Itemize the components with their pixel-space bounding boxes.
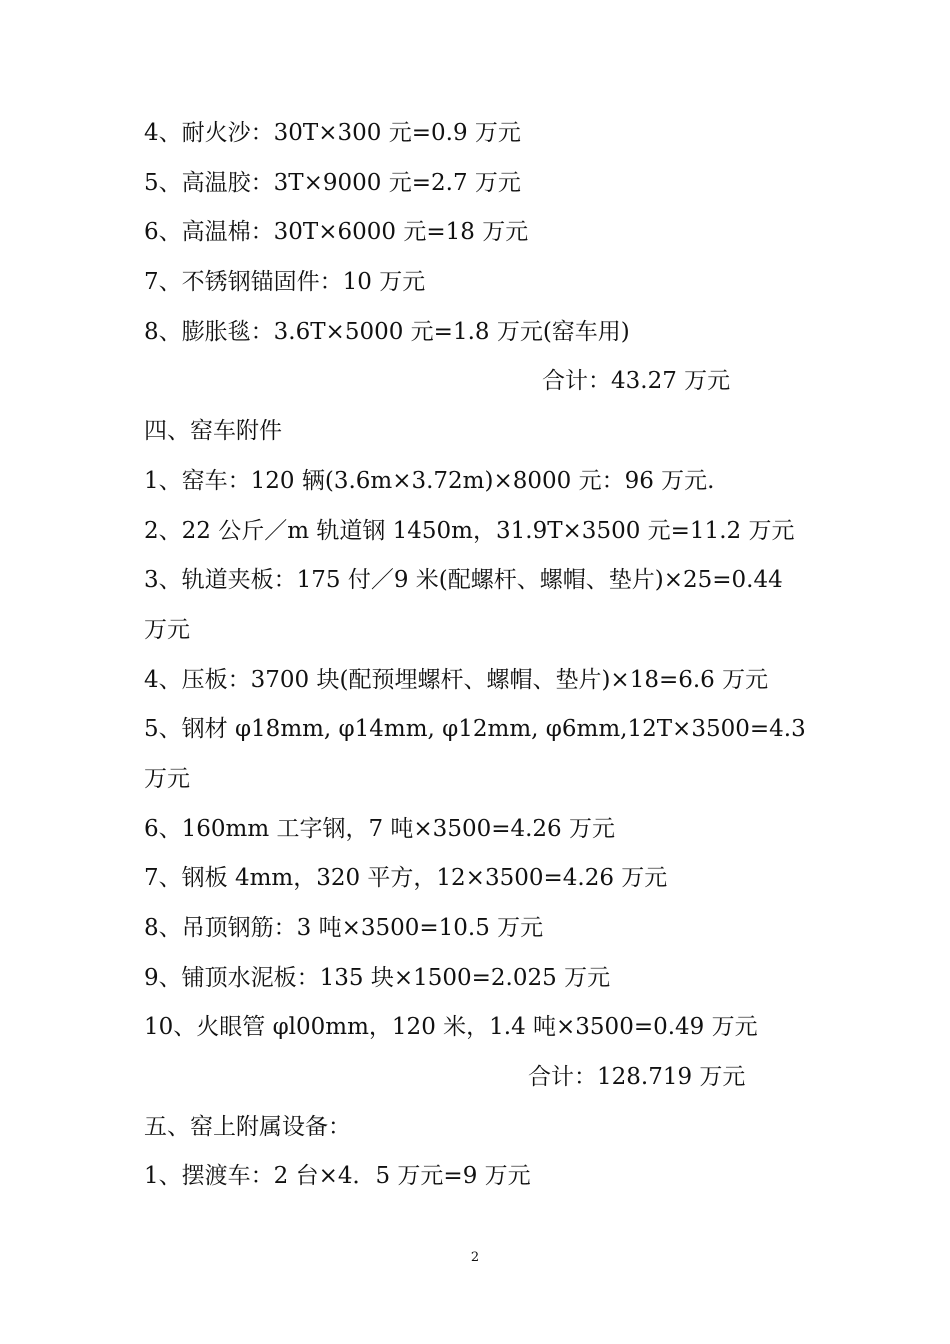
item-rail-clamp: 3、轨道夹板：175 付／9 米(配螺杆、螺帽、垫片)×25=0.44 xyxy=(144,567,783,594)
document-body xyxy=(144,109,824,1202)
item-i-beam: 6、160mm 工字钢，7 吨×3500=4.26 万元 xyxy=(144,815,616,842)
item-high-temp-cotton: 6、高温棉：30T×6000 元=18 万元 xyxy=(144,219,529,246)
page-number: 2 xyxy=(470,1250,480,1265)
section-heading-kiln-car: 四、窑车附件 xyxy=(144,418,282,445)
item-steel-material-continued: 万元 xyxy=(144,765,190,792)
item-rail-steel: 2、22 公斤／m 轨道钢 1450m，31.9T×3500 元=11.2 万元 xyxy=(144,517,795,544)
item-high-temp-glue: 5、高温胶：3T×9000 元=2.7 万元 xyxy=(144,169,521,196)
item-stainless-anchor: 7、不锈钢锚固件：10 万元 xyxy=(144,269,426,296)
item-cement-board: 9、铺顶水泥板：135 块×1500=2.025 万元 xyxy=(144,964,611,991)
subtotal-section-4: 合计：128.719 万元 xyxy=(528,1064,746,1091)
item-rail-clamp-continued: 万元 xyxy=(144,616,190,643)
section-heading-kiln-equipment: 五、窑上附属设备： xyxy=(144,1113,351,1140)
item-press-plate: 4、压板：3700 块(配预埋螺杆、螺帽、垫片)×18=6.6 万元 xyxy=(144,666,769,693)
item-kiln-car: 1、窑车：120 辆(3.6m×3.72m)×8000 元：96 万元. xyxy=(144,467,715,494)
item-steel-material: 5、钢材 φ18mm, φ14mm, φ12mm, φ6mm,12T×3500=4.3 xyxy=(144,716,806,743)
item-refractory-sand: 4、耐火沙：30T×300 元=0.9 万元 xyxy=(144,120,521,146)
item-steel-plate: 7、钢板 4mm，320 平方，12×3500=4.26 万元 xyxy=(144,865,668,892)
item-fire-hole-pipe: 10、火眼管 φl00mm，120 米，1.4 吨×3500=0.49 万元 xyxy=(144,1014,758,1041)
subtotal-section-3: 合计：43.27 万元 xyxy=(542,368,731,395)
item-expansion-blanket: 8、膨胀毯：3.6T×5000 元=1.8 万元(窑车用) xyxy=(144,318,630,345)
item-ceiling-rebar: 8、吊顶钢筋：3 吨×3500=10.5 万元 xyxy=(144,915,544,941)
item-ferry-car: 1、摆渡车：2 台×4．5 万元=9 万元 xyxy=(144,1163,531,1190)
